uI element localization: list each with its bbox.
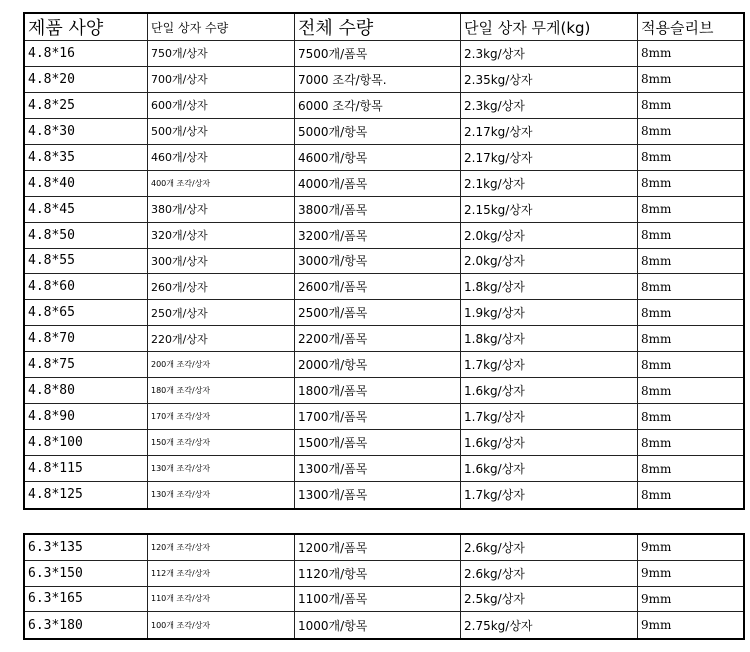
box-weight-cell: 1.7kg/상자 bbox=[460, 482, 637, 508]
table-row bbox=[25, 404, 743, 430]
spec-cell: 6.3*180 bbox=[28, 617, 83, 633]
table-row bbox=[25, 587, 743, 613]
total-qty-cell: 2200개/폼목 bbox=[294, 326, 460, 351]
box-weight-cell: 2.17kg/상자 bbox=[460, 145, 637, 170]
box-qty-cell: 130개 조각/상자 bbox=[147, 482, 294, 508]
table-row bbox=[25, 456, 743, 482]
spec-cell: 4.8*20 bbox=[28, 71, 75, 87]
table-row bbox=[25, 93, 743, 119]
table-row bbox=[25, 145, 743, 171]
box-weight-cell: 1.7kg/상자 bbox=[460, 352, 637, 377]
spec-table-6-3 bbox=[23, 533, 745, 640]
sleeve-cell: 8mm bbox=[637, 300, 743, 325]
table-row bbox=[25, 41, 743, 67]
table-row bbox=[25, 561, 743, 587]
box-qty-cell: 750개/상자 bbox=[147, 41, 294, 66]
box-qty-cell: 500개/상자 bbox=[147, 119, 294, 144]
box-qty-cell: 100개 조각/상자 bbox=[147, 612, 294, 638]
box-weight-cell: 1.9kg/상자 bbox=[460, 300, 637, 325]
spec-cell: 4.8*100 bbox=[28, 435, 83, 451]
total-qty-cell: 1100개/폼목 bbox=[294, 587, 460, 612]
spec-cell: 4.8*125 bbox=[28, 487, 83, 503]
total-qty-cell: 2500개/폼목 bbox=[294, 300, 460, 325]
sleeve-cell: 8mm bbox=[637, 482, 743, 508]
sleeve-cell: 8mm bbox=[637, 404, 743, 429]
box-qty-cell: 112개 조각/상자 bbox=[147, 561, 294, 586]
box-weight-cell: 2.0kg/상자 bbox=[460, 223, 637, 248]
table-row bbox=[25, 274, 743, 300]
box-qty-cell: 120개 조각/상자 bbox=[147, 535, 294, 560]
box-qty-cell: 380개/상자 bbox=[147, 197, 294, 222]
total-qty-cell: 3800개/폼목 bbox=[294, 197, 460, 222]
total-qty-cell: 1300개/폼목 bbox=[294, 482, 460, 508]
spec-cell: 4.8*90 bbox=[28, 409, 75, 425]
total-qty-cell: 1500개/폼목 bbox=[294, 430, 460, 455]
box-weight-cell: 2.15kg/상자 bbox=[460, 197, 637, 222]
box-weight-cell: 1.8kg/상자 bbox=[460, 326, 637, 351]
table-row bbox=[25, 430, 743, 456]
box-weight-cell: 2.0kg/상자 bbox=[460, 249, 637, 274]
spec-cell: 4.8*30 bbox=[28, 123, 75, 139]
box-qty-cell: 180개 조각/상자 bbox=[147, 378, 294, 403]
sleeve-cell: 8mm bbox=[637, 171, 743, 196]
sleeve-cell: 8mm bbox=[637, 223, 743, 248]
box-qty-cell: 460개/상자 bbox=[147, 145, 294, 170]
sleeve-cell: 8mm bbox=[637, 430, 743, 455]
total-qty-cell: 1300개/폼목 bbox=[294, 456, 460, 481]
box-qty-cell: 170개 조각/상자 bbox=[147, 404, 294, 429]
sleeve-cell: 9mm bbox=[637, 561, 743, 586]
box-weight-cell: 1.6kg/상자 bbox=[460, 430, 637, 455]
total-qty-cell: 1000개/항목 bbox=[294, 612, 460, 638]
box-qty-cell: 220개/상자 bbox=[147, 326, 294, 351]
sleeve-cell: 8mm bbox=[637, 249, 743, 274]
table-row bbox=[25, 352, 743, 378]
spec-cell: 6.3*165 bbox=[28, 591, 83, 607]
header-row bbox=[25, 14, 743, 41]
total-qty-cell: 7500개/폼목 bbox=[294, 41, 460, 66]
box-weight-cell: 2.75kg/상자 bbox=[460, 612, 637, 638]
total-qty-cell: 4000개/폼목 bbox=[294, 171, 460, 196]
sleeve-cell: 8mm bbox=[637, 274, 743, 299]
sleeve-cell: 8mm bbox=[637, 352, 743, 377]
box-weight-cell: 2.17kg/상자 bbox=[460, 119, 637, 144]
spec-cell: 4.8*40 bbox=[28, 175, 75, 191]
spec-cell: 4.8*50 bbox=[28, 227, 75, 243]
box-qty-cell: 300개/상자 bbox=[147, 249, 294, 274]
header-total-qty: 전체 수량 bbox=[294, 14, 460, 40]
header-sleeve: 적용슬리브 bbox=[637, 14, 743, 40]
total-qty-cell: 1200개/폼목 bbox=[294, 535, 460, 560]
box-qty-cell: 260개/상자 bbox=[147, 274, 294, 299]
total-qty-cell: 3000개/항목 bbox=[294, 249, 460, 274]
header-spec: 제품 사양 bbox=[28, 18, 104, 39]
spec-cell: 4.8*60 bbox=[28, 279, 75, 295]
table-row bbox=[25, 119, 743, 145]
table-row bbox=[25, 197, 743, 223]
total-qty-cell: 1800개/폼목 bbox=[294, 378, 460, 403]
table-row bbox=[25, 326, 743, 352]
box-qty-cell: 600개/상자 bbox=[147, 93, 294, 118]
sleeve-cell: 8mm bbox=[637, 93, 743, 118]
box-qty-cell: 200개 조각/상자 bbox=[147, 352, 294, 377]
sleeve-cell: 8mm bbox=[637, 119, 743, 144]
box-qty-cell: 250개/상자 bbox=[147, 300, 294, 325]
box-weight-cell: 2.6kg/상자 bbox=[460, 561, 637, 586]
sleeve-cell: 8mm bbox=[637, 326, 743, 351]
spec-cell: 6.3*135 bbox=[28, 539, 83, 555]
sleeve-cell: 8mm bbox=[637, 456, 743, 481]
spec-cell: 6.3*150 bbox=[28, 565, 83, 581]
box-qty-cell: 700개/상자 bbox=[147, 67, 294, 92]
sleeve-cell: 9mm bbox=[637, 587, 743, 612]
sleeve-cell: 9mm bbox=[637, 535, 743, 560]
total-qty-cell: 6000 조각/항목 bbox=[294, 93, 460, 118]
spec-table-4-8 bbox=[23, 12, 745, 510]
total-qty-cell: 7000 조각/항목. bbox=[294, 67, 460, 92]
table-row bbox=[25, 612, 743, 638]
box-weight-cell: 1.6kg/상자 bbox=[460, 378, 637, 403]
spec-cell: 4.8*65 bbox=[28, 305, 75, 321]
box-weight-cell: 1.6kg/상자 bbox=[460, 456, 637, 481]
box-weight-cell: 2.6kg/상자 bbox=[460, 535, 637, 560]
header-box-qty: 단일 상자 수량 bbox=[147, 14, 294, 40]
spec-cell: 4.8*55 bbox=[28, 253, 75, 269]
table-row bbox=[25, 67, 743, 93]
table-row bbox=[25, 223, 743, 249]
box-weight-cell: 1.7kg/상자 bbox=[460, 404, 637, 429]
sleeve-cell: 8mm bbox=[637, 197, 743, 222]
box-qty-cell: 400개 조각/상자 bbox=[147, 171, 294, 196]
spec-cell: 4.8*35 bbox=[28, 149, 75, 165]
total-qty-cell: 5000개/항목 bbox=[294, 119, 460, 144]
spec-cell: 4.8*45 bbox=[28, 201, 75, 217]
spec-cell: 4.8*115 bbox=[28, 461, 83, 476]
sleeve-cell: 8mm bbox=[637, 67, 743, 92]
box-weight-cell: 2.3kg/상자 bbox=[460, 41, 637, 66]
box-weight-cell: 2.5kg/상자 bbox=[460, 587, 637, 612]
box-qty-cell: 130개 조각/상자 bbox=[147, 456, 294, 481]
spec-cell: 4.8*80 bbox=[28, 383, 75, 399]
sleeve-cell: 8mm bbox=[637, 378, 743, 403]
spec-cell: 4.8*16 bbox=[28, 45, 75, 61]
table-row bbox=[25, 300, 743, 326]
spec-cell: 4.8*70 bbox=[28, 331, 75, 347]
header-box-weight: 단일 상자 무게(kg) bbox=[460, 14, 637, 40]
box-qty-cell: 110개 조각/상자 bbox=[147, 587, 294, 612]
table-row bbox=[25, 535, 743, 561]
total-qty-cell: 2600개/폼목 bbox=[294, 274, 460, 299]
box-weight-cell: 1.8kg/상자 bbox=[460, 274, 637, 299]
total-qty-cell: 4600개/항목 bbox=[294, 145, 460, 170]
total-qty-cell: 2000개/항목 bbox=[294, 352, 460, 377]
box-weight-cell: 2.3kg/상자 bbox=[460, 93, 637, 118]
sleeve-cell: 8mm bbox=[637, 41, 743, 66]
box-qty-cell: 320개/상자 bbox=[147, 223, 294, 248]
box-weight-cell: 2.35kg/상자 bbox=[460, 67, 637, 92]
table-row bbox=[25, 378, 743, 404]
spec-cell: 4.8*75 bbox=[28, 357, 75, 373]
total-qty-cell: 1700개/폼목 bbox=[294, 404, 460, 429]
sleeve-cell: 9mm bbox=[637, 612, 743, 638]
total-qty-cell: 3200개/폼목 bbox=[294, 223, 460, 248]
table-row bbox=[25, 171, 743, 197]
spec-cell: 4.8*25 bbox=[28, 97, 75, 113]
box-weight-cell: 2.1kg/상자 bbox=[460, 171, 637, 196]
table-row bbox=[25, 249, 743, 275]
sleeve-cell: 8mm bbox=[637, 145, 743, 170]
box-qty-cell: 150개 조각/상자 bbox=[147, 430, 294, 455]
table-row bbox=[25, 482, 743, 508]
total-qty-cell: 1120개/항목 bbox=[294, 561, 460, 586]
